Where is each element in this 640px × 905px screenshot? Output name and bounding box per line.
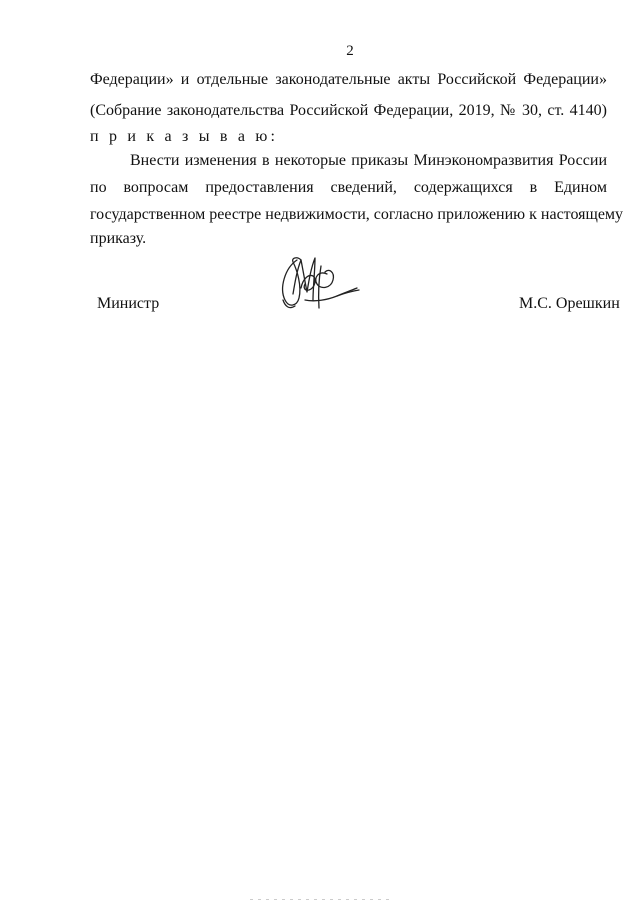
paragraph-2-line-3: государственном реестре недвижимости, согласно приложению к настоящему	[90, 206, 624, 223]
paragraph-2-line-2: по вопросам предоставления сведений, содержащихся в Едином	[90, 179, 607, 196]
order-word: п р и к а з ы в а ю:	[90, 128, 279, 145]
paragraph-2-line-1: Внести изменения в некоторые приказы Минэкономразвития России	[130, 152, 607, 169]
paragraph-2-line-4: приказу.	[90, 230, 147, 247]
handwritten-signature	[275, 248, 365, 318]
signatory-position: Министр	[97, 295, 160, 312]
paragraph-1-line-1: Федерации» и отдельные законодательные акты Российской Федерации»	[90, 71, 607, 88]
scan-artifact-line	[250, 898, 390, 901]
paragraph-1-line-2: (Собрание законодательства Российской Федерации, 2019, № 30, ст. 4140)	[90, 102, 607, 119]
page-number: 2	[346, 43, 354, 59]
signatory-name: М.С. Орешкин	[519, 295, 620, 312]
